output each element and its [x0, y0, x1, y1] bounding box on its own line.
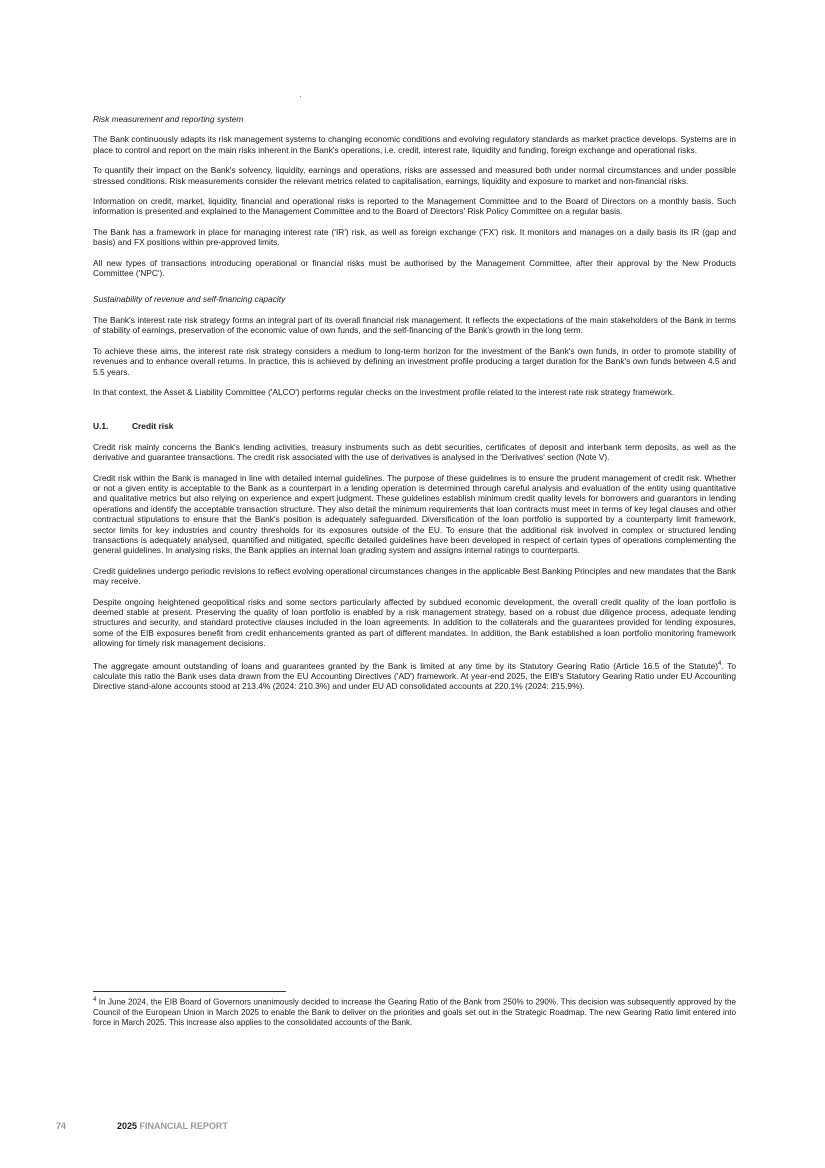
footnote-mark: 4	[93, 997, 97, 1003]
paragraph: Despite ongoing heightened geopolitical risks and some sectors particularly affected by subdued economic development, the overall credit quality of the loan portfolio is deemed stable at present. Preserving the quality of loan portfolio is enabled by a risk management strategy, based on a robust due diligence process, adequate lending structures and security, and standard protective clauses included in the loan agreements. In addition to the collaterals and the guarantees provided for lending exposures, some of the EIB exposures benefit from credit enhancements granted as part of different mandates. In addition, the Bank established a loan portfolio monitoring framework allowing for timely risk management decisions.	[93, 596, 736, 649]
footnote	[93, 995, 736, 1028]
footer-report-name: FINANCIAL REPORT	[139, 1121, 228, 1131]
subheading-risk-measurement: Risk measurement and reporting system	[93, 114, 244, 124]
paragraph: In that context, the Asset & Liability Committee ('ALCO') performs regular checks on the investment profile related to the interest rate risk strategy framework.	[93, 386, 675, 397]
paragraph: To quantify their impact on the Bank's solvency, liquidity, earnings and operations, risks are assessed and measured both under normal circumstances and under possible stressed conditions. Risk measurements consider the relevant metrics related to capitalisation, earnings, liquidity and exposure to market and non-financial risks.	[93, 165, 736, 186]
footnote-text: In June 2024, the EIB Board of Governors unanimously decided to increase the Gearing Ratio of the Bank from 250% to 290%. This decision was subsequently approved by the Council of the European Union in March 2025 to enable the Bank to deliver on the priorities and goals set out in the Strategic Roadmap. The new Gearing Ratio limit entered into force in March 2025. This increase also applies to the consolidated accounts of the Bank.	[93, 997, 736, 1027]
paragraph-text: The aggregate amount outstanding of loans and guarantees granted by the Bank is limited at any time by its Statutory Gearing Ratio (Article 16.5 of the Statute)	[93, 660, 719, 671]
page-number: 74	[56, 1121, 67, 1131]
paragraph	[93, 659, 736, 692]
paragraph: Credit risk within the Bank is managed in line with detailed internal guidelines. The purpose of these guidelines is to ensure the prudent management of credit risk. Whether or not a given entity is acceptable to the Bank as a counterpart in a lending operation is determined through careful analysis and evaluation of the entity using quantitative and qualitative metrics but also relying on experience and expert judgment. These guidelines establish minimum credit quality levels for borrowers and guarantors in lending operations and identify the acceptable transaction structure. They also detail the minimum requirements that loan contracts must meet in terms of key legal clauses and other contractual stipulations to ensure that the Bank's position is adequately safeguarded. Diversification of the loan portfolio is supported by a counterparty limit framework, sector limits for key industries and country thresholds for its exposures outside of the EU. To ensure that the additional risk involved in complex or structured lending transactions is adequately analysed, quantified and mitigated, specific detailed guidelines have been developed in respect of certain types of operations complementing the general guidelines. In analysing risks, the Bank applies an internal loan grading system and assigns internal ratings to counterparts.	[93, 472, 736, 556]
footnote-reference[interactable]: 4	[718, 660, 722, 667]
section-title: Credit risk	[132, 421, 174, 432]
paragraph-text: . To calculate this ratio the Bank uses data drawn from the EU Accounting Directives ('AD') framework. At year-end 2025, the EIB's Statutory Gearing Ratio under EU Accounting Directive stand-alone accounts stood at 213.4% (2024: 210.3%) and under EU AD consolidated accounts at 220.1% (2024: 215.9%).	[93, 660, 736, 692]
paragraph: To achieve these aims, the interest rate risk strategy considers a medium to long-term horizon for the investment of the Bank's own funds, in order to promote stability of revenues and to enhance overall returns. In practice, this is achieved by defining an investment profile producing a target duration for the Bank's own funds between 4.5 and 5.5 years.	[93, 345, 736, 377]
subheading-sustainability: Sustainability of revenue and self-financing capacity	[93, 294, 286, 305]
paragraph: All new types of transactions introducing operational or financial risks must be authorised by the Management Committee, after their approval by the New Products Committee ('NPC').	[93, 257, 736, 279]
footnote-divider	[93, 991, 286, 992]
paragraph: The Bank's interest rate risk strategy forms an integral part of its overall financial risk management. It reflects the expectations of the main stakeholders of the Bank in terms of stability of earnings, preservation of the economic value of own funds, and the self-financing of the Bank's growth in the long term.	[93, 314, 736, 336]
page-content	[93, 0, 736, 692]
footer-year: 2025	[117, 1121, 138, 1131]
paragraph: Credit risk mainly concerns the Bank's lending activities, treasury instruments such as debt securities, certificates of deposit and interbank term deposits, as well as the derivative and guarantee transactions. The credit risk associated with the use of derivatives is analysed in the 'Derivatives' section (Note V).	[93, 441, 736, 463]
paragraph: Information on credit, market, liquidity, financial and operational risks is reported to the Management Committee and to the Board of Directors on a monthly basis. Such information is presented and explained to the Management Committee and to the Board of Directors' Risk Policy Committee on a regular basis.	[93, 196, 736, 217]
paragraph: The Bank has a framework in place for managing interest rate ('IR') risk, as well as foreign exchange ('FX') risk. It monitors and manages on a daily basis its IR (gap and basis) and FX positions within pre-approved limits.	[93, 226, 736, 248]
footer-title	[117, 1121, 228, 1131]
section-number: U.1.	[93, 421, 109, 432]
paragraph: Credit guidelines undergo periodic revisions to reflect evolving operational circumstances changes in the applicable Best Banking Principles and new mandates that the Bank may receive.	[93, 565, 736, 587]
section-heading-credit-risk	[93, 421, 736, 431]
paragraph: The Bank continuously adapts its risk management systems to changing economic conditions and evolving regulatory standards as market practice develops. Systems are in place to control and report on the main risks inherent in the Bank's operations, i.e. credit, interest rate, liquidity and funding, foreign exchange and operational risks.	[93, 134, 736, 155]
